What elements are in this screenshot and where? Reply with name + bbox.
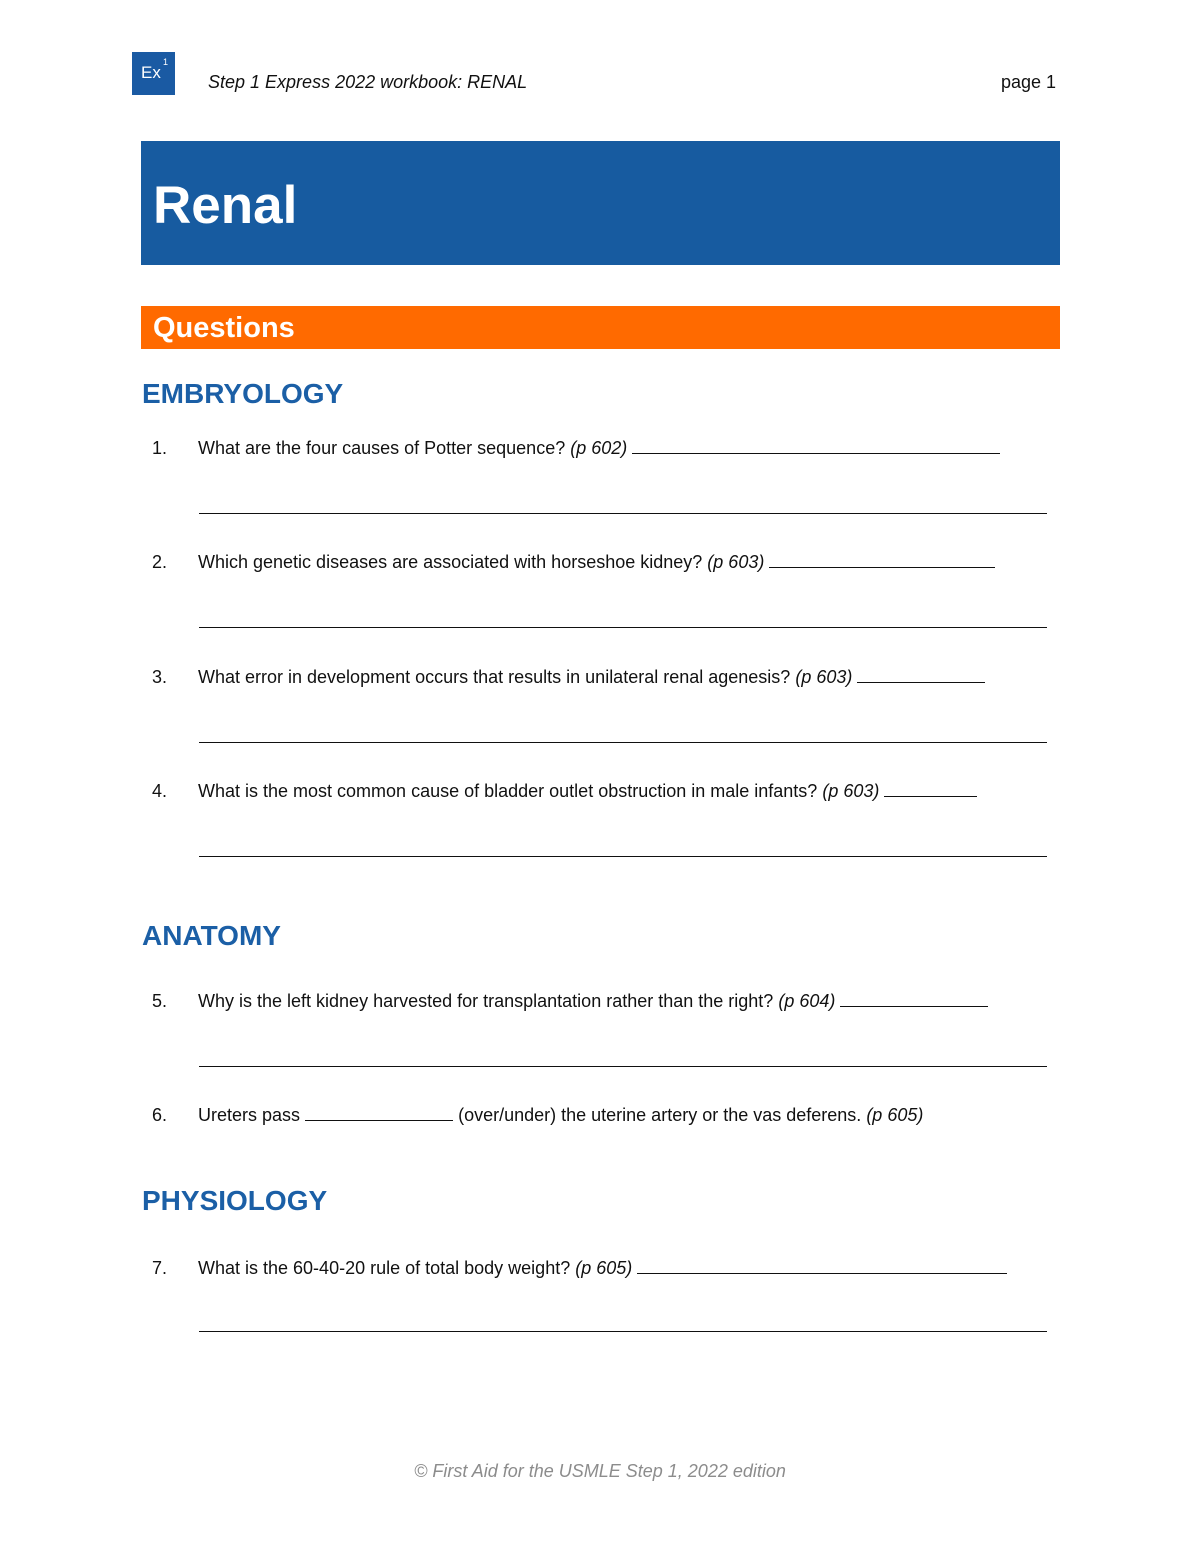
- express-logo: [132, 52, 175, 95]
- question-number: 2.: [152, 552, 168, 572]
- answer-line[interactable]: [199, 627, 1047, 628]
- answer-line[interactable]: [199, 1331, 1047, 1332]
- questions-heading: Questions: [153, 312, 295, 344]
- question-text: What error in development occurs that results in unilateral renal agenesis? (p 603): [198, 667, 985, 688]
- answer-blank[interactable]: [632, 452, 1000, 454]
- question-number: 3.: [152, 667, 168, 687]
- logo-text: Ex: [141, 63, 161, 82]
- answer-line[interactable]: [199, 513, 1047, 514]
- copyright-footer: © First Aid for the USMLE Step 1, 2022 edition: [414, 1461, 786, 1481]
- page-reference: (p 605): [575, 1258, 633, 1278]
- questions-heading-bar: [141, 306, 1060, 349]
- answer-blank[interactable]: [769, 566, 995, 568]
- question-number: 5.: [152, 991, 168, 1011]
- page-number: page 1: [1000, 72, 1056, 92]
- logo-superscript: 1: [163, 57, 169, 67]
- section-heading-embryology: EMBRYOLOGY: [142, 378, 344, 409]
- page-reference: (p 605): [866, 1105, 924, 1125]
- question-number: 7.: [152, 1258, 168, 1278]
- answer-line[interactable]: [199, 856, 1047, 857]
- question-number: 1.: [152, 438, 168, 458]
- page-title: Renal: [153, 176, 298, 235]
- page-reference: (p 602): [570, 438, 628, 458]
- page-reference: (p 603): [822, 781, 880, 801]
- answer-line[interactable]: [199, 1066, 1047, 1067]
- section-heading-anatomy: ANATOMY: [142, 920, 281, 951]
- question-text: What is the most common cause of bladder outlet obstruction in male infants? (p 603): [198, 781, 977, 802]
- question-text: What is the 60-40-20 rule of total body weight? (p 605): [198, 1258, 1007, 1279]
- answer-blank[interactable]: [857, 681, 985, 683]
- running-title: Step 1 Express 2022 workbook: RENAL: [208, 72, 528, 92]
- answer-blank[interactable]: [305, 1119, 453, 1121]
- question-text: What are the four causes of Potter sequence? (p 602): [198, 438, 1000, 459]
- question-text: Why is the left kidney harvested for transplantation rather than the right? (p 604): [198, 991, 988, 1012]
- answer-blank[interactable]: [637, 1272, 1007, 1274]
- section-heading-physiology: PHYSIOLOGY: [142, 1185, 328, 1216]
- page-reference: (p 603): [795, 667, 853, 687]
- page-reference: (p 603): [707, 552, 765, 572]
- question-number: 6.: [152, 1105, 168, 1125]
- question-number: 4.: [152, 781, 168, 801]
- page-reference: (p 604): [778, 991, 836, 1011]
- question-text: Which genetic diseases are associated with horseshoe kidney? (p 603): [198, 552, 995, 573]
- title-banner: [141, 141, 1060, 265]
- answer-blank[interactable]: [884, 795, 977, 797]
- answer-line[interactable]: [199, 742, 1047, 743]
- answer-blank[interactable]: [840, 1005, 988, 1007]
- question-text: Ureters pass (over/under) the uterine artery or the vas deferens. (p 605): [198, 1105, 924, 1125]
